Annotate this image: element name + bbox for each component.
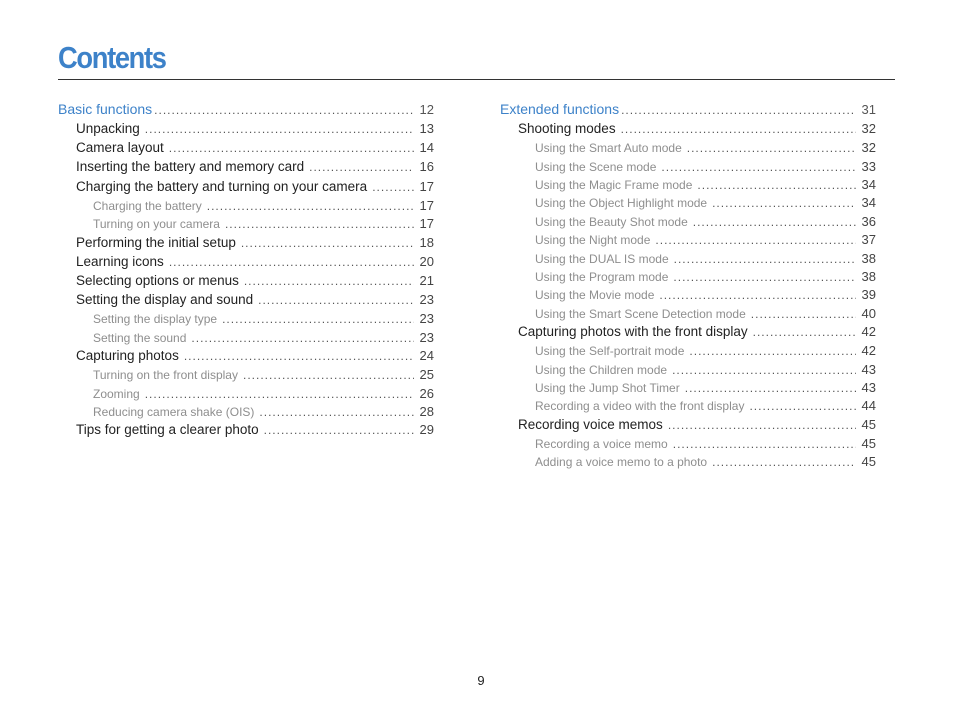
toc-page-number: 14 bbox=[419, 140, 434, 156]
toc-page-number: 23 bbox=[419, 311, 434, 327]
toc-page-number: 43 bbox=[861, 361, 876, 377]
toc-entry-label: Setting the sound bbox=[93, 330, 187, 345]
toc-page-number: 12 bbox=[419, 102, 434, 117]
toc-subentry[interactable] bbox=[500, 343, 876, 361]
toc-entry-label: Setting the display and sound bbox=[76, 292, 254, 308]
toc-subentry[interactable] bbox=[500, 269, 876, 287]
dot-leader bbox=[687, 141, 856, 155]
toc-entry-label: Recording voice memos bbox=[518, 416, 663, 432]
dot-leader bbox=[184, 349, 414, 363]
toc-subentry[interactable] bbox=[500, 454, 876, 472]
toc-subentry[interactable] bbox=[58, 386, 434, 404]
toc-subentry[interactable] bbox=[58, 330, 434, 348]
toc-page-number: 44 bbox=[861, 398, 876, 414]
toc-subentry[interactable] bbox=[58, 311, 434, 329]
toc-page-number: 37 bbox=[861, 232, 876, 248]
toc-page-number: 23 bbox=[419, 329, 434, 345]
dot-leader bbox=[673, 270, 855, 284]
toc-entry-label: Extended functions bbox=[500, 101, 620, 117]
toc-subentry[interactable] bbox=[58, 404, 434, 422]
toc-entry-label: Tips for getting a clearer photo bbox=[76, 422, 259, 438]
toc-page-number: 23 bbox=[419, 292, 434, 308]
toc-entry-label: Recording a video with the front display bbox=[535, 399, 745, 414]
dot-leader bbox=[693, 215, 856, 229]
toc-page-number: 29 bbox=[419, 422, 434, 438]
toc-entry-label: Recording a voice memo bbox=[535, 437, 668, 452]
toc-subentry[interactable] bbox=[58, 198, 434, 216]
dot-leader bbox=[244, 274, 414, 288]
toc-subentry[interactable] bbox=[58, 216, 434, 234]
dot-leader bbox=[621, 103, 855, 117]
toc-entry-label: Using the Movie mode bbox=[535, 288, 655, 303]
toc-subentry[interactable] bbox=[500, 177, 876, 195]
toc-page-number: 26 bbox=[419, 385, 434, 401]
dot-leader bbox=[264, 423, 414, 437]
toc-entry-label: Zooming bbox=[93, 386, 140, 401]
toc-right-column bbox=[500, 101, 876, 473]
dot-leader bbox=[673, 437, 856, 451]
toc-page-number: 40 bbox=[861, 305, 876, 321]
toc-entry[interactable] bbox=[500, 417, 876, 436]
toc-entry-label: Using the Night mode bbox=[535, 233, 651, 248]
toc-entry-label: Using the Self-portrait mode bbox=[535, 344, 685, 359]
toc-page-number: 45 bbox=[861, 454, 876, 470]
toc-subentry[interactable] bbox=[500, 140, 876, 158]
toc-entry-label: Charging the battery and turning on your camera bbox=[76, 178, 368, 194]
toc-page-number: 43 bbox=[861, 380, 876, 396]
toc-page-number: 33 bbox=[861, 158, 876, 174]
toc-entry-label: Using the DUAL IS mode bbox=[535, 251, 669, 266]
toc-entry-label: Learning icons bbox=[76, 253, 164, 269]
toc-entry-label: Using the Scene mode bbox=[535, 159, 657, 174]
toc-entry[interactable] bbox=[58, 422, 434, 441]
toc-page-number: 28 bbox=[419, 404, 434, 420]
toc-page-number: 38 bbox=[861, 268, 876, 284]
toc-page-number: 45 bbox=[861, 416, 876, 432]
toc-page-number: 25 bbox=[419, 367, 434, 383]
toc-entry-label: Setting the display type bbox=[93, 312, 218, 327]
toc-page-number: 17 bbox=[419, 216, 434, 232]
toc-entry[interactable] bbox=[58, 254, 434, 273]
toc-entry[interactable] bbox=[58, 159, 434, 178]
toc-entry-label: Capturing photos bbox=[76, 348, 179, 364]
toc-entry[interactable] bbox=[58, 273, 434, 292]
dot-leader bbox=[243, 368, 414, 382]
toc-entry-label: Using the Beauty Shot mode bbox=[535, 214, 688, 229]
toc-entry-label: Capturing photos with the front display bbox=[518, 324, 748, 340]
toc-page-number: 16 bbox=[419, 159, 434, 175]
title-divider bbox=[58, 79, 895, 80]
toc-page-number: 32 bbox=[861, 121, 876, 136]
page-title: Contents bbox=[58, 40, 166, 75]
dot-leader bbox=[659, 288, 855, 302]
toc-entry[interactable] bbox=[58, 348, 434, 367]
toc-entry-label: Shooting modes bbox=[518, 121, 616, 136]
toc-entry[interactable] bbox=[58, 121, 434, 140]
toc-subentry[interactable] bbox=[500, 251, 876, 269]
toc-entry-label: Turning on the front display bbox=[93, 368, 238, 383]
toc-subentry[interactable] bbox=[500, 436, 876, 454]
dot-leader bbox=[712, 196, 855, 210]
toc-entry-label: Reducing camera shake (OIS) bbox=[93, 405, 255, 420]
toc-subentry[interactable] bbox=[500, 287, 876, 305]
dot-leader bbox=[258, 293, 413, 307]
dot-leader bbox=[712, 455, 855, 469]
toc-page-number: 13 bbox=[419, 121, 434, 136]
dot-leader bbox=[655, 233, 855, 247]
dot-leader bbox=[222, 312, 413, 326]
toc-entry-label: Performing the initial setup bbox=[76, 234, 236, 250]
toc-entry[interactable] bbox=[500, 121, 876, 140]
toc-entry[interactable] bbox=[500, 324, 876, 343]
toc-page-number: 18 bbox=[419, 234, 434, 250]
toc-entry-label: Using the Smart Auto mode bbox=[535, 141, 682, 156]
toc-entry-label: Basic functions bbox=[58, 101, 153, 117]
toc-subentry[interactable] bbox=[500, 380, 876, 398]
dot-leader bbox=[169, 255, 414, 269]
toc-page-number: 38 bbox=[861, 250, 876, 266]
toc-page-number: 17 bbox=[419, 197, 434, 213]
page-number: 9 bbox=[477, 673, 485, 688]
dot-leader bbox=[672, 363, 855, 377]
toc-entry-label: Using the Magic Frame mode bbox=[535, 177, 693, 192]
toc-section-heading[interactable] bbox=[500, 101, 876, 121]
toc-subentry[interactable] bbox=[500, 214, 876, 232]
toc-subentry[interactable] bbox=[500, 398, 876, 416]
dot-leader bbox=[751, 307, 856, 321]
dot-leader bbox=[661, 160, 855, 174]
toc-page-number: 24 bbox=[419, 348, 434, 364]
toc-entry[interactable] bbox=[58, 179, 434, 198]
dot-leader bbox=[154, 103, 413, 117]
toc-page-number: 42 bbox=[861, 343, 876, 359]
toc-section-heading[interactable] bbox=[58, 101, 434, 121]
toc-page-number: 17 bbox=[419, 178, 434, 194]
toc-entry[interactable] bbox=[58, 235, 434, 254]
toc-entry-label: Using the Smart Scene Detection mode bbox=[535, 306, 746, 321]
dot-leader bbox=[309, 160, 413, 174]
toc-subentry[interactable] bbox=[500, 159, 876, 177]
toc-subentry[interactable] bbox=[58, 367, 434, 385]
dot-leader bbox=[145, 122, 414, 136]
toc-page-number: 20 bbox=[419, 253, 434, 269]
toc-page-number: 32 bbox=[861, 140, 876, 156]
dot-leader bbox=[169, 141, 414, 155]
toc-entry-label: Using the Program mode bbox=[535, 269, 669, 284]
toc-subentry[interactable] bbox=[500, 232, 876, 250]
toc-page-number: 36 bbox=[861, 213, 876, 229]
toc-page-number: 42 bbox=[861, 324, 876, 340]
dot-leader bbox=[259, 405, 413, 419]
toc-subentry[interactable] bbox=[500, 306, 876, 324]
toc-page-number: 34 bbox=[861, 176, 876, 192]
toc-page-number: 31 bbox=[861, 102, 876, 117]
dot-leader bbox=[621, 122, 856, 136]
toc-entry-label: Inserting the battery and memory card bbox=[76, 159, 305, 175]
toc-page-number: 45 bbox=[861, 436, 876, 452]
toc-entry-label: Using the Object Highlight mode bbox=[535, 196, 708, 211]
dot-leader bbox=[749, 399, 855, 413]
dot-leader bbox=[689, 344, 855, 358]
toc-left-column bbox=[58, 101, 434, 442]
dot-leader bbox=[145, 387, 414, 401]
toc-entry-label: Using the Children mode bbox=[535, 362, 668, 377]
dot-leader bbox=[674, 252, 856, 266]
toc-entry-label: Adding a voice memo to a photo bbox=[535, 455, 708, 470]
dot-leader bbox=[207, 199, 414, 213]
dot-leader bbox=[372, 180, 413, 194]
dot-leader bbox=[697, 178, 855, 192]
toc-entry-label: Charging the battery bbox=[93, 198, 202, 213]
toc-entry-label: Turning on your camera bbox=[93, 217, 220, 232]
toc-entry-label: Camera layout bbox=[76, 140, 164, 156]
dot-leader bbox=[241, 236, 414, 250]
dot-leader bbox=[685, 381, 856, 395]
dot-leader bbox=[225, 217, 414, 231]
dot-leader bbox=[191, 331, 413, 345]
toc-entry-label: Using the Jump Shot Timer bbox=[535, 381, 680, 396]
toc-subentry[interactable] bbox=[500, 362, 876, 380]
toc-page-number: 39 bbox=[861, 287, 876, 303]
toc-entry-label: Unpacking bbox=[76, 121, 140, 136]
toc-subentry[interactable] bbox=[500, 195, 876, 213]
toc-page-number: 34 bbox=[861, 195, 876, 211]
toc-page-number: 21 bbox=[419, 272, 434, 288]
dot-leader bbox=[668, 418, 856, 432]
dot-leader bbox=[753, 325, 856, 339]
toc-entry[interactable] bbox=[58, 140, 434, 159]
toc-entry[interactable] bbox=[58, 292, 434, 311]
toc-entry-label: Selecting options or menus bbox=[76, 272, 239, 288]
